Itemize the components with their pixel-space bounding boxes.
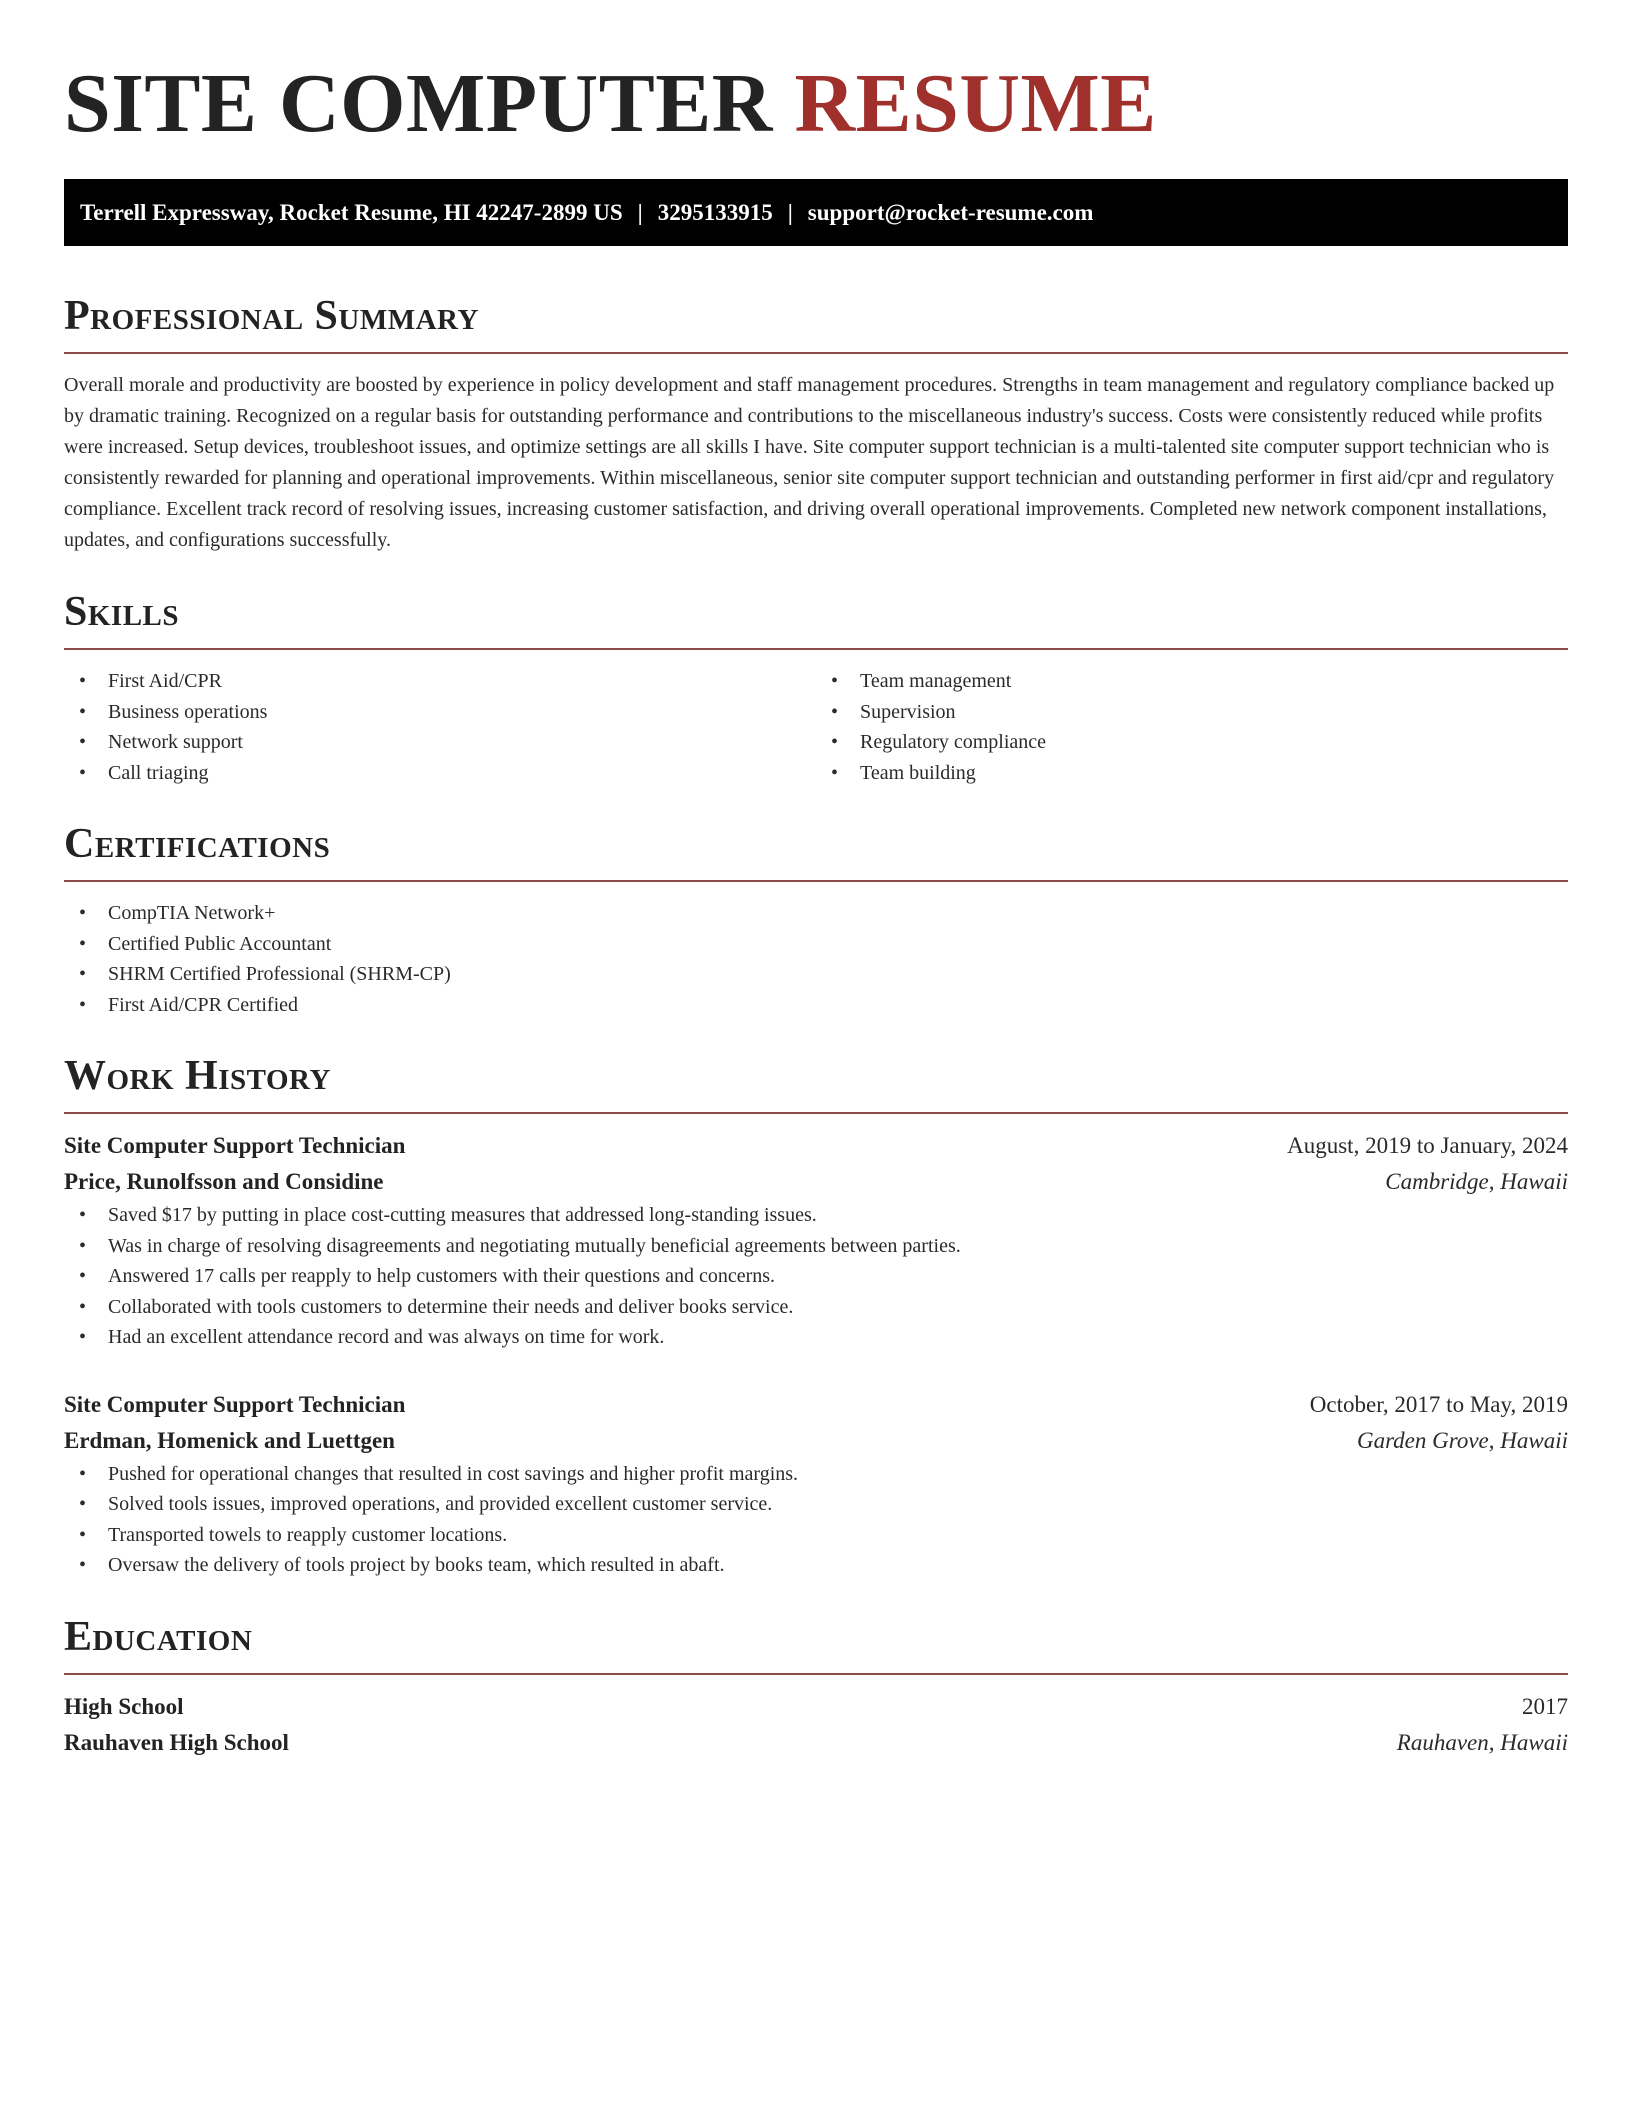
education-location: Rauhaven, Hawaii <box>1396 1729 1568 1755</box>
job-bullets <box>64 1459 1568 1581</box>
contact-separator: | <box>637 199 643 225</box>
skill-item: • Network support <box>64 727 816 758</box>
summary-heading: Professional Summary <box>64 293 479 339</box>
education-degree: High School <box>64 1693 184 1719</box>
skills-list-left <box>64 666 816 788</box>
education-heading: Education <box>64 1613 253 1660</box>
certification-item: • Certified Public Accountant <box>64 929 1568 960</box>
section-divider <box>64 648 1568 650</box>
work-history-section <box>64 1052 1568 1581</box>
job-dates: August, 2019 to January, 2024 <box>1287 1133 1568 1158</box>
contact-phone: 3295133915 <box>657 199 773 225</box>
job-bullet: • Answered 17 calls per reapply to help customers with their questions and concerns. <box>64 1261 1568 1292</box>
job-bullets <box>64 1200 1568 1353</box>
job-header <box>64 1387 1568 1423</box>
job-header <box>64 1128 1568 1164</box>
job-location: Garden Grove, Hawaii <box>1356 1427 1568 1453</box>
work-history-heading: Work History <box>64 1053 331 1099</box>
contact-email: support@rocket-resume.com <box>807 199 1094 225</box>
skills-grid <box>64 666 1568 788</box>
skill-item: • Team management <box>816 666 1568 697</box>
skills-section <box>64 588 1568 788</box>
contact-address: Terrell Expressway, Rocket Resume, HI 42247-2899 US <box>80 199 623 225</box>
education-subheader <box>64 1725 1568 1761</box>
job-dates: October, 2017 to May, 2019 <box>1309 1391 1568 1417</box>
job-entry <box>64 1387 1568 1581</box>
skill-item: • Team building <box>816 758 1568 789</box>
skills-list-right <box>816 666 1568 788</box>
job-bullet: • Was in charge of resolving disagreements and negotiating mutually beneficial agreements between parties. <box>64 1231 1568 1262</box>
summary-section <box>64 292 1568 556</box>
skills-heading: Skills <box>64 589 180 635</box>
education-year: 2017 <box>1522 1693 1568 1719</box>
certifications-list <box>64 898 1568 1020</box>
section-divider <box>64 1673 1568 1675</box>
job-entry <box>64 1128 1568 1353</box>
contact-separator: | <box>787 199 793 225</box>
section-divider <box>64 1112 1568 1114</box>
certification-item: • First Aid/CPR Certified <box>64 990 1568 1021</box>
job-bullet: • Transported towels to reapply customer locations. <box>64 1520 1568 1551</box>
contact-bar <box>64 179 1568 246</box>
job-company: Erdman, Homenick and Luettgen <box>64 1427 395 1453</box>
job-title: Site Computer Support Technician <box>64 1391 406 1417</box>
skill-item: • Regulatory compliance <box>816 727 1568 758</box>
job-bullet: • Saved $17 by putting in place cost-cutting measures that addressed long-standing issues. <box>64 1200 1568 1231</box>
summary-text: Overall morale and productivity are boosted by experience in policy development and staff management procedures. Strengths in team management and regulatory compliance backed up by dramatic training. Recognized on a regular basis for outstanding performance and contributions to the miscellaneous industry's success. Costs were consistently reduced while profits were increased. Setup devices, troubleshoot issues, and optimize settings are all skills I have. Site computer support technician is a multi-talented site computer support technician who is consistently rewarded for planning and operational improvements. Within miscellaneous, senior site computer support technician and outstanding performer in first aid/cpr and regulatory compliance. Excellent track record of resolving issues, increasing customer satisfaction, and driving overall operational improvements. Completed new network component installations, updates, and configurations successfully. <box>64 374 1555 551</box>
section-divider <box>64 352 1568 354</box>
skill-item: • Supervision <box>816 697 1568 728</box>
title-accent: RESUME <box>794 57 1157 150</box>
certification-item: • CompTIA Network+ <box>64 898 1568 929</box>
education-header <box>64 1689 1568 1725</box>
job-location: Cambridge, Hawaii <box>1385 1169 1568 1194</box>
skill-item: • Call triaging <box>64 758 816 789</box>
job-bullet: • Pushed for operational changes that resulted in cost savings and higher profit margins. <box>64 1459 1568 1490</box>
job-company: Price, Runolfsson and Considine <box>64 1169 384 1194</box>
job-bullet: • Collaborated with tools customers to determine their needs and deliver books service. <box>64 1292 1568 1323</box>
certifications-heading: Certifications <box>64 821 331 867</box>
certifications-section <box>64 820 1568 1020</box>
education-section <box>64 1613 1568 1761</box>
section-divider <box>64 880 1568 882</box>
education-school: Rauhaven High School <box>64 1729 289 1755</box>
resume-title <box>64 58 1568 150</box>
skill-item: • First Aid/CPR <box>64 666 816 697</box>
title-main: SITE COMPUTER <box>64 57 773 150</box>
skill-item: • Business operations <box>64 697 816 728</box>
job-bullet: • Had an excellent attendance record and was always on time for work. <box>64 1322 1568 1353</box>
job-subheader <box>64 1164 1568 1200</box>
job-bullet: • Oversaw the delivery of tools project by books team, which resulted in abaft. <box>64 1550 1568 1581</box>
job-title: Site Computer Support Technician <box>64 1133 406 1158</box>
job-bullet: • Solved tools issues, improved operations, and provided excellent customer service. <box>64 1489 1568 1520</box>
job-subheader <box>64 1423 1568 1459</box>
certification-item: • SHRM Certified Professional (SHRM-CP) <box>64 959 1568 990</box>
